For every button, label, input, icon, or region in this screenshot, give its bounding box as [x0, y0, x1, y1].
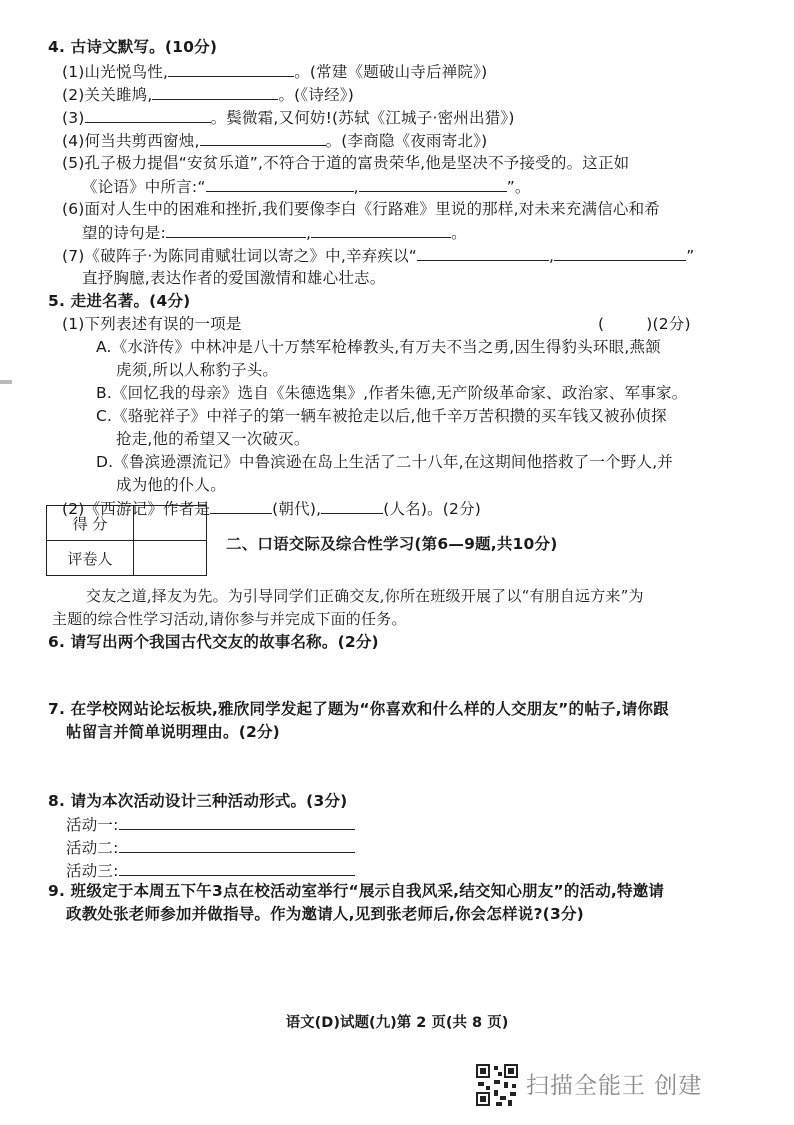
q8-title: 8. 请为本次活动设计三种活动形式。(3分) — [48, 792, 348, 810]
q5-option-b: B.《回忆我的母亲》选自《朱德选集》,作者朱德,无产阶级革命家、政治家、军事家。 — [96, 384, 688, 402]
answer-blank[interactable] — [321, 497, 383, 514]
q5-sub1: (1)下列表述有误的一项是 — [62, 315, 242, 333]
page-footer: 语文(D)试题(九)第 2 页(共 8 页) — [285, 1015, 509, 1031]
answer-blank[interactable] — [85, 106, 211, 123]
q5-option-a-cont: 虎须,所以人称豹子头。 — [116, 361, 279, 379]
q4-item-1: (1)山光悦鸟性, 。(常建《题破山寺后禅院》) — [62, 60, 487, 83]
scanner-watermark: 扫描全能王 创建 — [526, 1073, 703, 1099]
answer-blank[interactable] — [359, 175, 507, 192]
q4-item-5-line2: 《论语》中所言:“ , ”。 — [82, 175, 531, 198]
answer-blank[interactable] — [554, 244, 686, 261]
q5-sub1-answer-box[interactable]: ( )(2分) — [598, 315, 691, 333]
qr-code-icon — [474, 1062, 520, 1108]
q5-option-c-cont: 抢走,他的希望又一次破灭。 — [116, 430, 310, 448]
q4-item-2: (2)关关雎鸠, 。(《诗经》) — [62, 83, 354, 106]
q9-line1: 9. 班级定于本周五下午3点在校活动室举行“展示自我风采,结交知心朋友”的活动,特邀请 — [48, 882, 665, 900]
score-cell[interactable] — [134, 506, 207, 541]
q4-item-6-line2: 望的诗句是: , 。 — [82, 221, 467, 244]
q8-activity-3: 活动三: — [66, 859, 355, 882]
answer-blank[interactable] — [210, 497, 272, 514]
q5-option-d: D.《鲁滨逊漂流记》中鲁滨逊在岛上生活了二十八年,在这期间他搭救了一个野人,并 — [96, 453, 674, 471]
q4-item-4: (4)何当共剪西窗烛, 。(李商隐《夜雨寄北》) — [62, 129, 487, 152]
section-2-intro-line2: 主题的综合性学习活动,请你参与并完成下面的任务。 — [52, 610, 407, 628]
answer-blank[interactable] — [152, 83, 278, 100]
q5-title: 5. 走进名著。(4分) — [48, 292, 191, 310]
q4-item-7-line2: 直抒胸臆,表达作者的爱国激情和雄心壮志。 — [82, 269, 386, 287]
q5-option-c: C.《骆驼祥子》中祥子的第一辆车被抢走以后,他千辛万苦积攒的买车钱又被孙侦探 — [96, 407, 667, 425]
q7-line2: 帖留言并简单说明理由。(2分) — [66, 723, 280, 741]
q5-sub2: (2)《西游记》作者是 (朝代), (人名)。(2分) — [62, 497, 481, 520]
q4-item-5-line1: (5)孔子极力提倡“安贫乐道”,不符合于道的富贵荣华,他是坚决不予接受的。这正如 — [62, 154, 630, 172]
scan-edge-mark — [0, 380, 12, 384]
q4-item-6-line1: (6)面对人生中的困难和挫折,我们要像李白《行路难》里说的那样,对未来充满信心和希 — [62, 200, 661, 218]
answer-blank[interactable] — [119, 813, 355, 830]
q7-line1: 7. 在学校网站论坛板块,雅欣同学发起了题为“你喜欢和什么样的人交朋友”的帖子,请你跟 — [48, 700, 669, 718]
answer-blank[interactable] — [119, 859, 355, 876]
q8-activity-1: 活动一: — [66, 813, 355, 836]
q4-item-7-line1: (7)《破阵子·为陈同甫赋壮词以寄之》中,辛弃疾以“ , ” — [62, 244, 694, 267]
answer-blank[interactable] — [206, 175, 354, 192]
section-2-heading: 二、口语交际及综合性学习(第6—9题,共10分) — [226, 535, 558, 553]
q6-text: 6. 请写出两个我国古代交友的故事名称。(2分) — [48, 633, 379, 651]
section-2-intro-line1: 交友之道,择友为先。为引导同学们正确交友,你所在班级开展了以“有朋自远方来”为 — [86, 587, 644, 605]
score-box — [46, 505, 207, 576]
q5-option-d-cont: 成为他的仆人。 — [116, 476, 226, 494]
answer-blank[interactable] — [168, 60, 294, 77]
answer-blank[interactable] — [311, 221, 451, 238]
q8-activity-2: 活动二: — [66, 836, 355, 859]
answer-blank[interactable] — [119, 836, 355, 853]
score-label: 得 分 — [47, 506, 134, 541]
q4-item-3: (3) 。鬓微霜,又何妨!(苏轼《江城子·密州出猎》) — [62, 106, 515, 129]
q4-title: 4. 古诗文默写。(10分) — [48, 38, 218, 56]
grader-label: 评卷人 — [47, 541, 134, 576]
q5-option-a: A.《水浒传》中林冲是八十万禁军枪棒教头,有万夫不当之勇,因生得豹头环眼,燕颔 — [96, 338, 661, 356]
q9-line2: 政教处张老师参加并做指导。作为邀请人,见到张老师后,你会怎样说?(3分) — [66, 905, 584, 923]
grader-cell[interactable] — [134, 541, 207, 576]
answer-blank[interactable] — [417, 244, 549, 261]
answer-blank[interactable] — [166, 221, 306, 238]
answer-blank[interactable] — [200, 129, 326, 146]
